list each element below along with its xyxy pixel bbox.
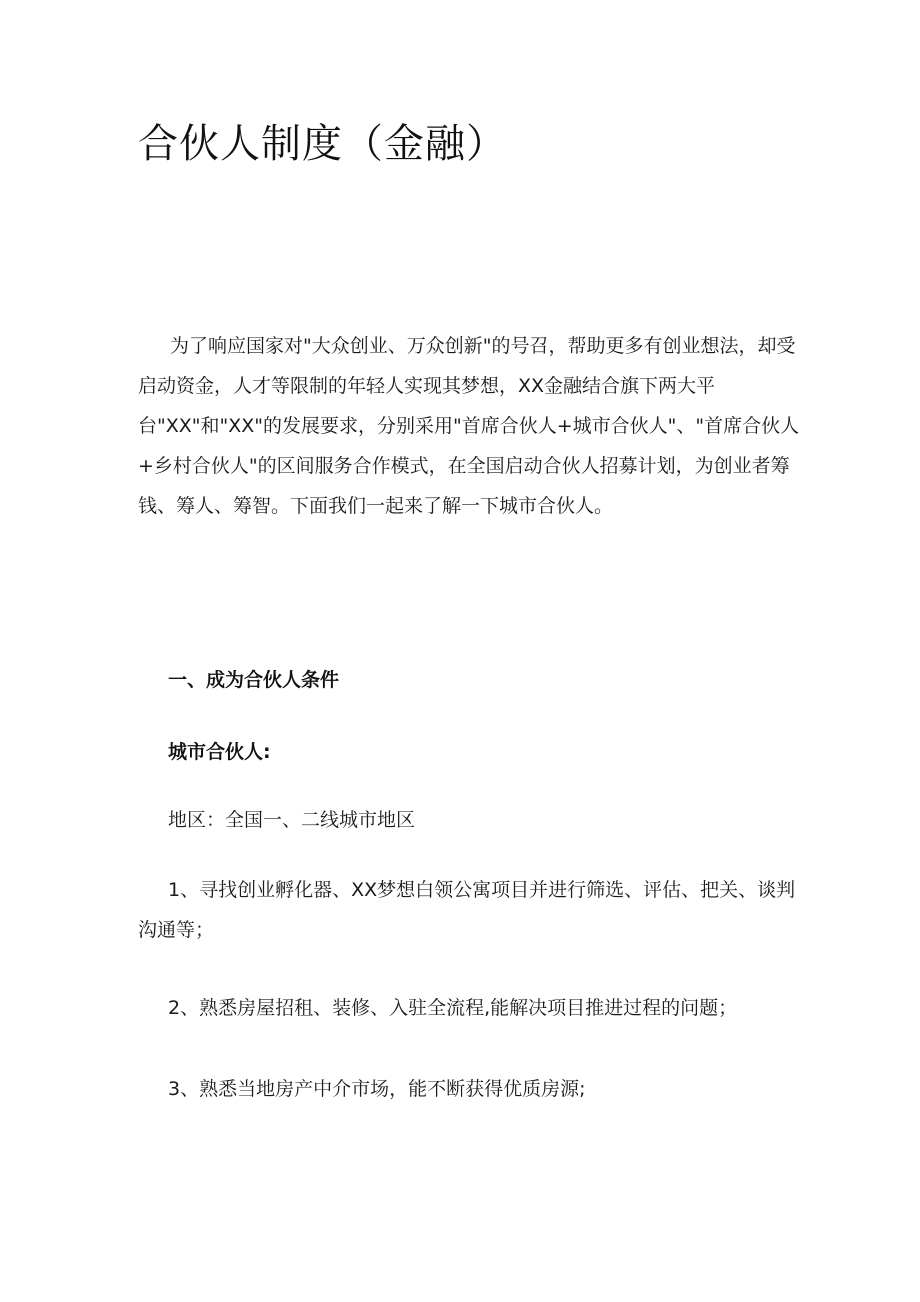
list-item: 2、熟悉房屋招租、装修、入驻全流程,能解决项目推进过程的问题；	[168, 997, 738, 1019]
subheading-city-partner: 城市合伙人:	[168, 741, 271, 763]
list-item: 1、寻找创业孵化器、XX梦想白领公寓项目并进行筛选、评估、把关、谈判沟通等；	[138, 879, 796, 941]
document-title: 合伙人制度（金融）	[138, 121, 507, 167]
intro-paragraph: 为了响应国家对"大众创业、万众创新"的号召，帮助更多有创业想法，却受启动资金，人才等限制的年轻人实现其梦想，XX金融结合旗下两大平台"XX"和"XX"的发展要求，分别采用"首席合伙人+城市合伙人"、"首席合伙人+乡村合伙人"的区间服务合作模式，在全国启动合伙人招募计划，为创业者筹钱、筹人、筹智。下面我们一起来了解一下城市合伙人。	[138, 335, 800, 517]
list-item: 3、熟悉当地房产中介市场，能不断获得优质房源;	[168, 1078, 586, 1100]
section-heading: 一、成为合伙人条件	[168, 669, 340, 691]
region-line: 地区：全国一、二线城市地区	[168, 809, 416, 831]
